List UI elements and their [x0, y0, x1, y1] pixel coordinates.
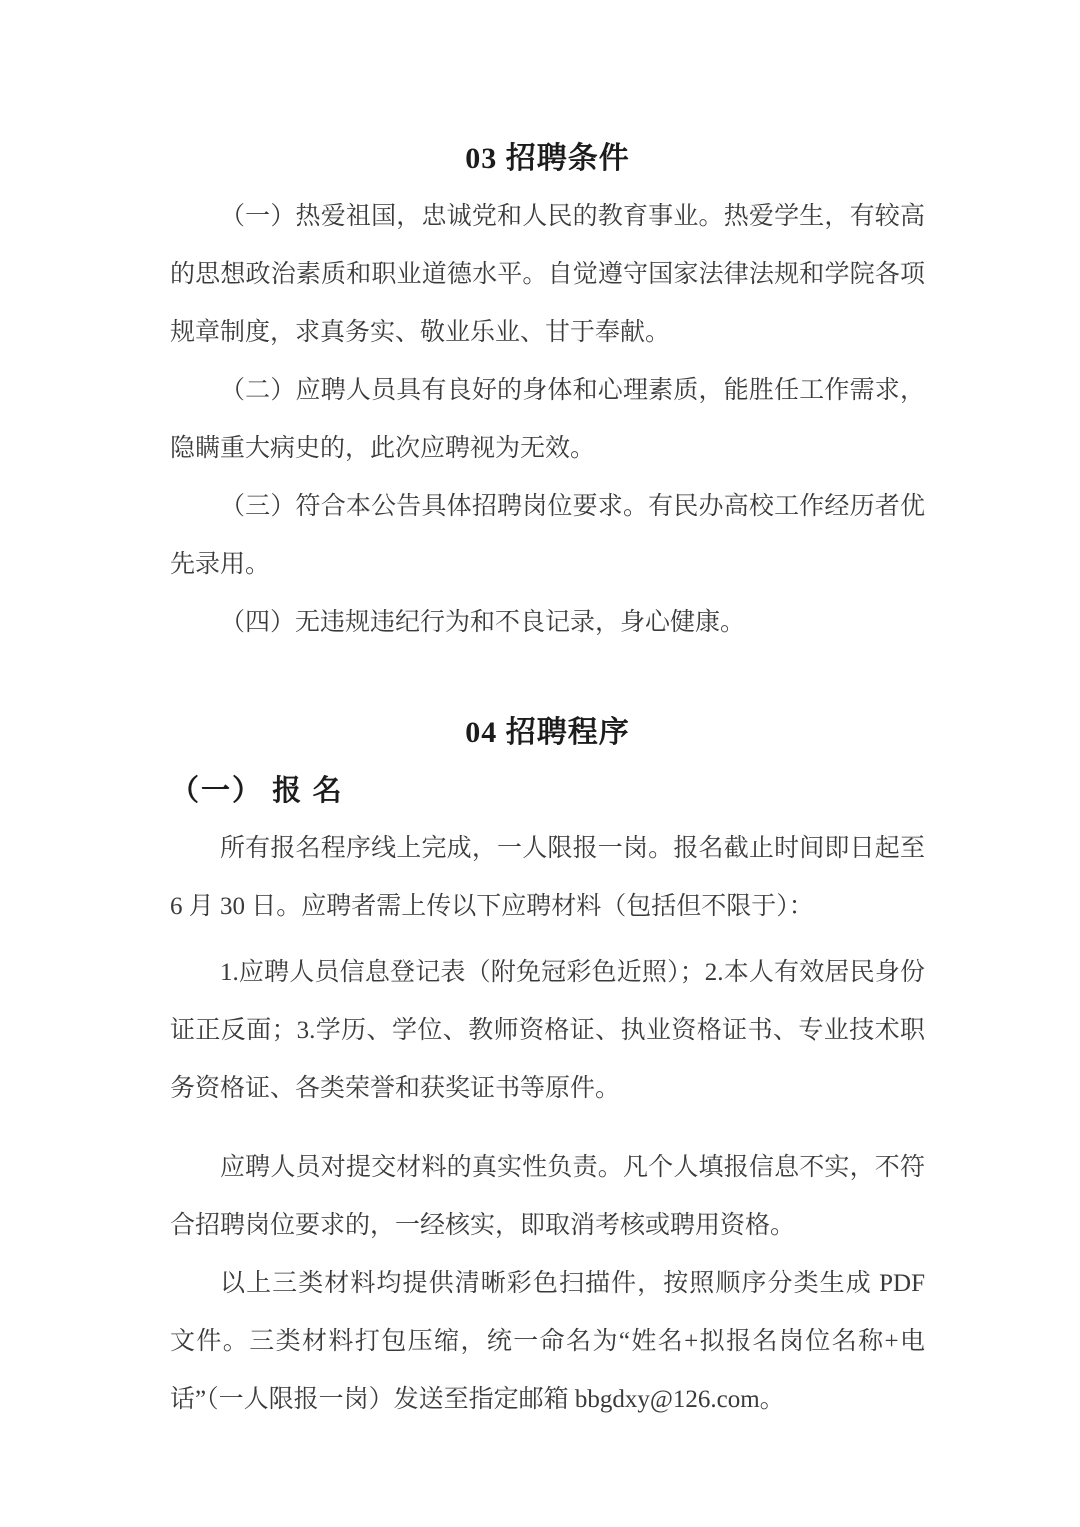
- section-04-heading: 04 招聘程序: [465, 716, 630, 749]
- subsection-signup-heading: （一） 报 名: [170, 775, 344, 807]
- section-04-para-truthfulness: 应聘人员对提交材料的真实性负责。凡个人填报信息不实，不符合招聘岗位要求的，一经核实，即取消考核或聘用资格。: [170, 1154, 925, 1239]
- section-03-item-1: （一）热爱祖国，忠诚党和人民的教育事业。热爱学生，有较高的思想政治素质和职业道德水平。自觉遵守国家法律法规和学院各项规章制度，求真务实、敬业乐业、甘于奉献。: [170, 203, 925, 346]
- section-03-item-4: （四）无违规违纪行为和不良记录，身心健康。: [220, 609, 746, 636]
- section-03-heading: 03 招聘条件: [465, 142, 630, 175]
- section-04-para-package-email: 以上三类材料均提供清晰彩色扫描件，按照顺序分类生成 PDF 文件。三类材料打包压缩，统一命名为“姓名+拟报名岗位名称+电话”（一人限报一岗）发送至指定邮箱 bbgdxy@126.com。: [170, 1270, 925, 1413]
- section-03-item-2: （二）应聘人员具有良好的身体和心理素质，能胜任工作需求，隐瞒重大病史的，此次应聘视为无效。: [170, 377, 925, 462]
- section-03-item-3: （三）符合本公告具体招聘岗位要求。有民办高校工作经历者优先录用。: [170, 493, 925, 578]
- section-04-para-signup-process: 所有报名程序线上完成，一人限报一岗。报名截止时间即日起至 6 月 30 日。应聘者需上传以下应聘材料（包括但不限于）：: [170, 835, 925, 920]
- section-04-para-materials-list: 1.应聘人员信息登记表（附免冠彩色近照）；2.本人有效居民身份证正反面；3.学历、学位、教师资格证、执业资格证书、专业技术职务资格证、各类荣誉和获奖证书等原件。: [170, 959, 925, 1102]
